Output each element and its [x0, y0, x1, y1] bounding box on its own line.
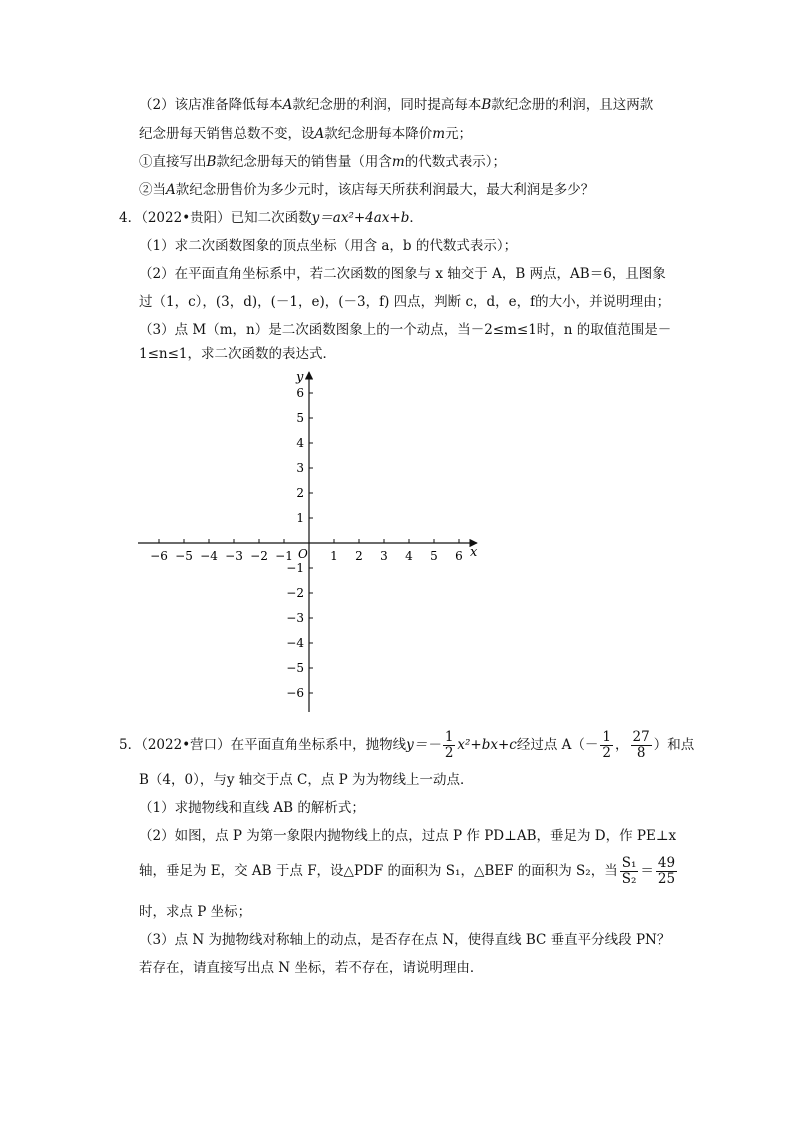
q5-part1: （1）求抛物线和直线 AB 的解析式； — [139, 800, 365, 816]
q3-part2-line1: （2）该店准备降低每本A款纪念册的利润，同时提高每本B款纪念册的利润，且这两款 — [139, 97, 654, 113]
y-tick-label: −1 — [286, 561, 304, 575]
x-tick-label: 5 — [430, 549, 438, 563]
q5-part2-line3: 时，求点 P 坐标； — [139, 904, 252, 920]
x-tick-label: 3 — [380, 549, 388, 563]
y-tick-label: 4 — [296, 436, 304, 450]
x-tick-label: −4 — [200, 549, 218, 563]
fraction-s1-s2: $\frac{\text{S₁}}{\text{S₂}}$ — [621, 855, 637, 887]
y-tick-label: −2 — [286, 586, 304, 600]
q5-part3-line2: 若存在，请直接写出点 N 坐标，若不存在，请说明理由． — [139, 960, 484, 976]
fraction-one-half: $\frac{1}{2}$ — [444, 729, 454, 761]
y-tick-label: 2 — [296, 486, 304, 500]
q3-part2-line2: 纪念册每天销售总数不变，设A款纪念册每本降价m元； — [139, 126, 473, 142]
fraction-a-x: $\frac{1}{2}$ — [602, 729, 612, 761]
q4-function: y＝ax²+4ax+b — [311, 210, 410, 226]
q5-heading: 5．（2022•营口）在平面直角坐标系中，抛物线y＝－ $\frac{1}{2}$ x²+bx+c经过点 A（－ $\frac{1}{2}$ ， $\frac{27}{8}$ ）和点 — [119, 729, 695, 761]
q4-part2-line2: 过（1，c），(3，d)，(－1，e)，(－3，f) 四点，判断 c，d，e，f的大小，并说明理由； — [139, 294, 671, 310]
x-tick-label: −3 — [225, 549, 243, 563]
fraction-49-25: $\frac{49}{25}$ — [657, 855, 676, 887]
q4-part3-line1: （3）点 M（m，n）是二次函数图象上的一个动点，当－2≤m≤1时，n 的取值范围是－ — [139, 322, 672, 338]
q5-part2-line2: 轴，垂足为 E，交 AB 于点 F，设△PDF 的面积为 S₁，△BEF 的面积为 S₂，当 $\frac{\text{S₁}}{\text{S₂}}$ ＝ $\frac{49}{25}$ — [139, 855, 676, 887]
q5-part3-line1: （3）点 N 为抛物线对称轴上的动点，是否存在点 N，使得直线 BC 垂直平分线段 PN？ — [139, 932, 671, 948]
x-axis-label: x — [470, 545, 478, 560]
origin-label: O — [298, 547, 308, 561]
q4-part1: （1）求二次函数图象的顶点坐标（用含 a，b 的代数式表示）； — [139, 238, 518, 254]
y-tick-label: 3 — [296, 461, 304, 475]
x-tick-label: −2 — [250, 549, 268, 563]
y-tick-label: 1 — [296, 511, 304, 525]
y-tick-label: 6 — [296, 386, 304, 400]
q3-item2: ②当A款纪念册售价为多少元时，该店每天所获利润最大，最大利润是多少？ — [139, 182, 595, 198]
y-tick-label: −5 — [286, 661, 304, 675]
x-tick-label: 4 — [405, 549, 413, 563]
x-tick-label: −5 — [175, 549, 193, 563]
y-tick-label: −3 — [286, 611, 304, 625]
q5-line2: B（4，0），与y 轴交于点 C，点 P 为为物线上一动点． — [139, 772, 474, 788]
q5-part2-line1: （2）如图，点 P 为第一象限内抛物线上的点，过点 P 作 PD⊥AB，垂足为 D，作 PE⊥x — [139, 828, 677, 844]
q4-heading: 4．（2022•贵阳）已知二次函数y＝ax²+4ax+b． — [119, 210, 423, 226]
x-tick-label: 2 — [355, 549, 363, 563]
x-tick-label: −6 — [150, 549, 168, 563]
q4-part3-line2: 1≤n≤1，求二次函数的表达式． — [139, 346, 336, 362]
coordinate-plane — [130, 368, 490, 718]
x-tick-label: 1 — [330, 549, 338, 563]
y-tick-label: −6 — [286, 686, 304, 700]
fraction-a-y: $\frac{27}{8}$ — [632, 729, 650, 761]
x-tick-label: −1 — [275, 549, 293, 563]
y-tick-label: 5 — [296, 411, 304, 425]
x-tick-label: 6 — [455, 549, 463, 563]
y-tick-label: −4 — [286, 636, 304, 650]
y-axis-label: y — [296, 370, 304, 385]
q3-item1: ①直接写出B款纪念册每天的销售量（用含m的代数式表示）； — [139, 154, 506, 170]
q4-part2-line1: （2）在平面直角坐标系中，若二次函数的图象与 x 轴交于 A，B 两点，AB＝6，且图象 — [139, 266, 666, 282]
